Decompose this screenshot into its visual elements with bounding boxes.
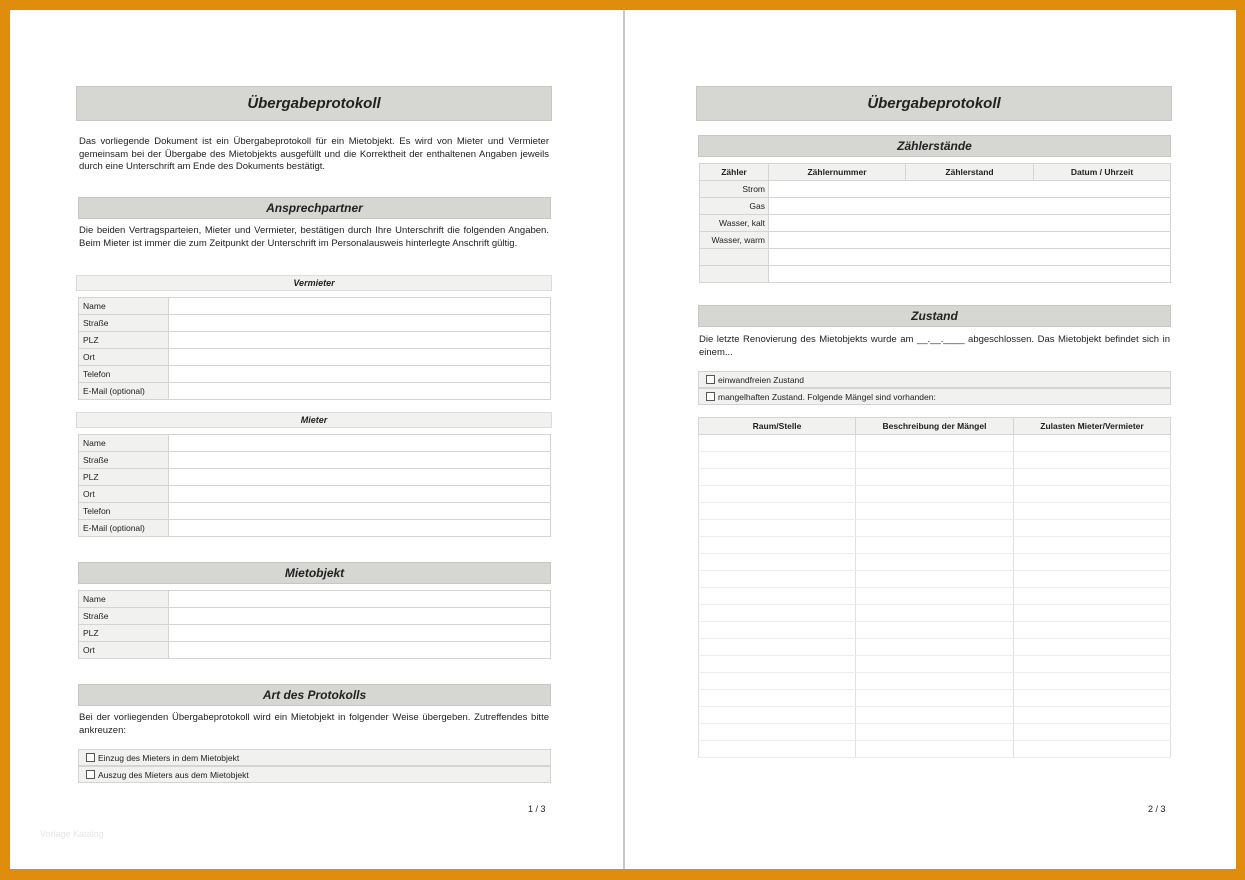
meter-input[interactable] xyxy=(769,198,1171,215)
watermark: Vorlage Katalog xyxy=(40,829,104,839)
form-row xyxy=(79,315,551,332)
defect-cell[interactable] xyxy=(1014,741,1171,758)
defect-cell[interactable] xyxy=(699,741,856,758)
defect-cell[interactable] xyxy=(856,741,1014,758)
defect-cell[interactable] xyxy=(1014,435,1171,452)
field-label: Ort xyxy=(79,642,169,659)
field-input[interactable] xyxy=(169,591,551,608)
meter-input[interactable] xyxy=(769,232,1171,249)
field-input[interactable] xyxy=(169,366,551,383)
field-input[interactable] xyxy=(169,520,551,537)
field-input[interactable] xyxy=(169,315,551,332)
defect-cell[interactable] xyxy=(856,503,1014,520)
table-row xyxy=(700,249,1171,266)
defect-cell[interactable] xyxy=(1014,707,1171,724)
defect-cell[interactable] xyxy=(856,656,1014,673)
property-form xyxy=(78,590,551,659)
defect-cell[interactable] xyxy=(1014,571,1171,588)
field-label: Straße xyxy=(79,452,169,469)
defect-cell[interactable] xyxy=(856,571,1014,588)
landlord-heading: Vermieter xyxy=(76,275,552,291)
form-row xyxy=(79,469,551,486)
defect-cell[interactable] xyxy=(699,656,856,673)
defect-cell[interactable] xyxy=(1014,520,1171,537)
landlord-form xyxy=(78,297,551,400)
field-input[interactable] xyxy=(169,625,551,642)
defect-cell[interactable] xyxy=(856,605,1014,622)
defect-cell[interactable] xyxy=(856,724,1014,741)
field-input[interactable] xyxy=(169,298,551,315)
field-label: Telefon xyxy=(79,503,169,520)
defect-cell[interactable] xyxy=(856,452,1014,469)
defect-cell[interactable] xyxy=(699,503,856,520)
defect-cell[interactable] xyxy=(1014,452,1171,469)
field-label: Name xyxy=(79,298,169,315)
defect-cell[interactable] xyxy=(856,588,1014,605)
condition-text: Die letzte Renovierung des Mietobjekts wurde am __.__.____ abgeschlossen. Das Mietobjekt befindet sich in einem... xyxy=(699,334,1170,358)
field-input[interactable] xyxy=(169,383,551,400)
field-label: Straße xyxy=(79,315,169,332)
meter-input[interactable] xyxy=(769,215,1171,232)
defect-cell[interactable] xyxy=(856,554,1014,571)
field-input[interactable] xyxy=(169,503,551,520)
table-row xyxy=(699,435,1171,452)
good-condition-option[interactable] xyxy=(698,371,1171,388)
defect-cell[interactable] xyxy=(699,435,856,452)
contacts-heading: Ansprechpartner xyxy=(78,197,551,219)
form-row xyxy=(79,349,551,366)
defect-cell[interactable] xyxy=(1014,554,1171,571)
move-out-option[interactable] xyxy=(78,766,551,783)
table-row xyxy=(699,707,1171,724)
page-number-2: 2 / 3 xyxy=(1148,804,1166,814)
option-label: Auszug des Mieters aus dem Mietobjekt xyxy=(98,769,249,780)
protocol-type-heading: Art des Protokolls xyxy=(78,684,551,706)
column-header: Beschreibung der Mängel xyxy=(856,418,1014,435)
field-input[interactable] xyxy=(169,642,551,659)
field-label: Ort xyxy=(79,486,169,503)
column-header: Datum / Uhrzeit xyxy=(1034,164,1171,181)
column-header: Zählernummer xyxy=(769,164,906,181)
defect-cell[interactable] xyxy=(699,639,856,656)
defect-cell[interactable] xyxy=(1014,656,1171,673)
form-row xyxy=(79,298,551,315)
table-row xyxy=(699,554,1171,571)
meter-input[interactable] xyxy=(769,181,1171,198)
defect-cell[interactable] xyxy=(699,452,856,469)
defect-cell[interactable] xyxy=(1014,588,1171,605)
checkbox-icon[interactable] xyxy=(706,392,715,401)
column-header: Zählerstand xyxy=(906,164,1034,181)
defect-cell[interactable] xyxy=(856,520,1014,537)
defect-cell[interactable] xyxy=(699,673,856,690)
defect-cell[interactable] xyxy=(699,537,856,554)
defect-cell[interactable] xyxy=(1014,537,1171,554)
defect-cell[interactable] xyxy=(1014,690,1171,707)
defect-cell[interactable] xyxy=(699,571,856,588)
form-row xyxy=(79,520,551,537)
field-label: E-Mail (optional) xyxy=(79,520,169,537)
column-header: Zähler xyxy=(700,164,769,181)
form-row xyxy=(79,625,551,642)
form-row xyxy=(79,366,551,383)
defect-cell[interactable] xyxy=(699,622,856,639)
defect-cell[interactable] xyxy=(1014,622,1171,639)
form-row xyxy=(79,486,551,503)
meters-heading: Zählerstände xyxy=(698,135,1171,157)
table-row xyxy=(699,639,1171,656)
defect-cell[interactable] xyxy=(1014,503,1171,520)
defect-cell[interactable] xyxy=(856,469,1014,486)
option-label: einwandfreien Zustand xyxy=(718,374,805,385)
defect-cell[interactable] xyxy=(856,435,1014,452)
meter-label: Wasser, warm xyxy=(700,232,769,249)
field-input[interactable] xyxy=(169,486,551,503)
field-label: Straße xyxy=(79,608,169,625)
field-input[interactable] xyxy=(169,435,551,452)
table-row xyxy=(700,181,1171,198)
form-row xyxy=(79,452,551,469)
defect-cell[interactable] xyxy=(856,537,1014,554)
table-row xyxy=(699,724,1171,741)
checkbox-icon[interactable] xyxy=(86,770,95,779)
meter-label xyxy=(700,249,769,266)
table-header-row xyxy=(699,418,1171,435)
defect-cell[interactable] xyxy=(1014,486,1171,503)
defect-cell[interactable] xyxy=(856,639,1014,656)
defect-cell[interactable] xyxy=(1014,639,1171,656)
table-row xyxy=(700,215,1171,232)
defect-cell[interactable] xyxy=(1014,724,1171,741)
defect-cell[interactable] xyxy=(699,690,856,707)
tenant-form xyxy=(78,434,551,537)
field-input[interactable] xyxy=(169,452,551,469)
table-row xyxy=(699,571,1171,588)
defect-cell[interactable] xyxy=(699,554,856,571)
table-row xyxy=(699,520,1171,537)
field-label: Ort xyxy=(79,349,169,366)
table-row xyxy=(699,537,1171,554)
meters-table xyxy=(699,163,1171,283)
form-row xyxy=(79,591,551,608)
defects-table xyxy=(698,417,1171,758)
form-row xyxy=(79,383,551,400)
page-2-title: Übergabeprotokoll xyxy=(696,86,1172,121)
contacts-text: Die beiden Vertragsparteien, Mieter und Vermieter, bestätigen durch Ihre Unterschrift die folgenden Angaben. Beim Mieter ist immer die zum Zeitpunkt der Unterschrift im Personalausweis hinterlegte Anschrift gültig. xyxy=(79,225,549,249)
move-in-option[interactable] xyxy=(78,749,551,766)
field-label: Name xyxy=(79,435,169,452)
field-input[interactable] xyxy=(169,469,551,486)
field-label: PLZ xyxy=(79,332,169,349)
condition-heading: Zustand xyxy=(698,305,1171,327)
defect-cell[interactable] xyxy=(856,622,1014,639)
defect-cell[interactable] xyxy=(699,469,856,486)
column-header: Raum/Stelle xyxy=(699,418,856,435)
defect-cell[interactable] xyxy=(699,724,856,741)
table-row xyxy=(699,673,1171,690)
defect-cell[interactable] xyxy=(699,707,856,724)
table-row xyxy=(699,690,1171,707)
table-row xyxy=(699,486,1171,503)
page-1-title: Übergabeprotokoll xyxy=(76,86,552,121)
defect-cell[interactable] xyxy=(856,673,1014,690)
option-label: Einzug des Mieters in dem Mietobjekt xyxy=(98,752,240,763)
defective-condition-option[interactable] xyxy=(698,388,1171,405)
table-header-row xyxy=(700,164,1171,181)
defect-cell[interactable] xyxy=(1014,605,1171,622)
page-number-1: 1 / 3 xyxy=(528,804,546,814)
option-label: mangelhaften Zustand. Folgende Mängel sind vorhanden: xyxy=(718,391,936,402)
table-row xyxy=(699,622,1171,639)
meter-label: Gas xyxy=(700,198,769,215)
defect-cell[interactable] xyxy=(856,486,1014,503)
field-input[interactable] xyxy=(169,608,551,625)
column-header: Zulasten Mieter/Vermieter xyxy=(1014,418,1171,435)
table-row xyxy=(700,266,1171,283)
table-row xyxy=(699,469,1171,486)
meter-label: Wasser, kalt xyxy=(700,215,769,232)
table-row xyxy=(700,232,1171,249)
property-heading: Mietobjekt xyxy=(78,562,551,584)
defect-cell[interactable] xyxy=(699,605,856,622)
checkbox-icon[interactable] xyxy=(706,375,715,384)
checkbox-icon[interactable] xyxy=(86,753,95,762)
table-row xyxy=(699,452,1171,469)
form-row xyxy=(79,608,551,625)
table-row xyxy=(699,588,1171,605)
field-input[interactable] xyxy=(169,332,551,349)
table-row xyxy=(699,741,1171,758)
defect-cell[interactable] xyxy=(699,520,856,537)
field-input[interactable] xyxy=(169,349,551,366)
form-row xyxy=(79,503,551,520)
table-row xyxy=(699,656,1171,673)
intro-text: Das vorliegende Dokument ist ein Übergabeprotokoll für ein Mietobjekt. Es wird von Mieter und Vermieter gemeinsam bei der Übergabe des Mietobjekts ausgefüllt und die Korrektheit der enthaltenen Angaben jeweils durch eine Unterschrift am Ende des Dokuments bestätigt. xyxy=(79,136,549,173)
protocol-type-text: Bei der vorliegenden Übergabeprotokoll wird ein Mietobjekt in folgender Weise übergeben. Zutreffendes bitte ankreuzen: xyxy=(79,712,549,736)
form-row xyxy=(79,435,551,452)
field-label: E-Mail (optional) xyxy=(79,383,169,400)
meter-label: Strom xyxy=(700,181,769,198)
field-label: PLZ xyxy=(79,625,169,642)
field-label: Telefon xyxy=(79,366,169,383)
meter-input[interactable] xyxy=(769,266,1171,283)
defect-cell[interactable] xyxy=(1014,469,1171,486)
defect-cell[interactable] xyxy=(699,486,856,503)
field-label: Name xyxy=(79,591,169,608)
table-row xyxy=(699,605,1171,622)
defect-cell[interactable] xyxy=(1014,673,1171,690)
form-row xyxy=(79,332,551,349)
form-row xyxy=(79,642,551,659)
meter-label xyxy=(700,266,769,283)
meter-input[interactable] xyxy=(769,249,1171,266)
tenant-heading: Mieter xyxy=(76,412,552,428)
defect-cell[interactable] xyxy=(856,707,1014,724)
defect-cell[interactable] xyxy=(856,690,1014,707)
defect-cell[interactable] xyxy=(699,588,856,605)
field-label: PLZ xyxy=(79,469,169,486)
table-row xyxy=(699,503,1171,520)
table-row xyxy=(700,198,1171,215)
